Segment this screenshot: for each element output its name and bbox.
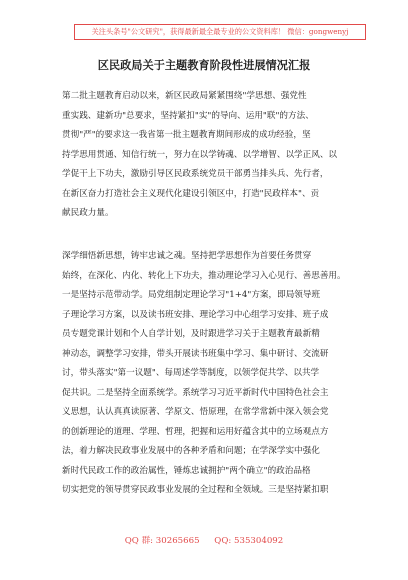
text-line: 贯彻"严"的要求这一我省第一批主题教育期间形成的成功经验，坚 xyxy=(62,130,311,140)
text-line: 讨，带头落实"第一议题"、每周述学等制度，以领学促共学、以共学 xyxy=(62,368,320,378)
text-line: 献民政力量。 xyxy=(62,208,114,218)
text-line: 神动态，调整学习安排，带头开展读书班集中学习、集中研讨、交流研 xyxy=(62,348,329,359)
footer-qq: QQ: 535304092 xyxy=(214,536,284,546)
text-line: 第二批主题教育启动以来，新区民政局紧紧围绕"学思想、强党性 xyxy=(62,91,307,101)
header-notice-banner xyxy=(74,24,366,40)
header-notice-text: 关注头条号"公文研究"，获得最新最全最专业的公文资料库！ 微信：gongwenyj xyxy=(91,27,349,36)
text-line: 义思想，认认真真读原著、学原文、悟原理，在常学常新中深入领会党 xyxy=(62,407,329,417)
text-line: 的创新理论的道理、学理、哲理，把握和运用好蕴含其中的立场观点方 xyxy=(62,426,329,437)
text-line: 一是坚持示范带动学。局党组制定理论学习"1+4"方案，即局领导班 xyxy=(62,290,321,300)
text-line: 新时代民政工作的政治属性，锤炼忠诚拥护"两个确立"的政治品格 xyxy=(62,465,311,476)
footer-contact xyxy=(0,534,408,546)
footer-qq-group: QQ 群: 30265665 xyxy=(124,536,200,546)
text-line: 促共识。二是坚持全面系统学。系统学习习近平新时代中国特色社会主 xyxy=(62,387,329,398)
text-line: 法，着力解决民政事业发展中的各种矛盾和问题；在学深学实中强化 xyxy=(62,446,320,456)
text-line: 学促干上下功夫，激励引导区民政系统党员干部勇当排头兵、先行者， xyxy=(62,169,329,179)
paragraph-study xyxy=(62,247,362,501)
text-line: 在新区奋力打造社会主义现代化建设引领区中，打造"民政样本"、贡 xyxy=(62,188,320,199)
text-line: 切实把党的领导贯穿民政事业发展的全过程和全领域。三是坚持紧扣职 xyxy=(62,485,329,495)
text-line: 持学思用贯通、知信行统一，努力在以学铸魂、以学增智、以学正风、以 xyxy=(62,149,338,160)
paragraph-intro xyxy=(62,87,362,224)
text-line: 重实践、建新功"总要求，坚持紧扣"实"的导向、运用"联"的方法、 xyxy=(62,110,314,121)
text-line: 员专题党课计划和个人自学计划，及时跟进学习关于主题教育最新精 xyxy=(62,329,320,339)
document-title: 区民政局关于主题教育阶段性进展情况汇报 xyxy=(97,58,311,72)
text-line: 深学细悟新思想，铸牢忠诚之魂。坚持把学思想作为首要任务贯穿 xyxy=(62,251,312,261)
text-line: 始终，在深化、内化、转化上下功夫，推动理论学习入心见行、善思善用。 xyxy=(62,270,346,281)
text-line: 子理论学习方案，以及读书班安排、理论学习中心组学习安排、班子成 xyxy=(62,309,329,320)
